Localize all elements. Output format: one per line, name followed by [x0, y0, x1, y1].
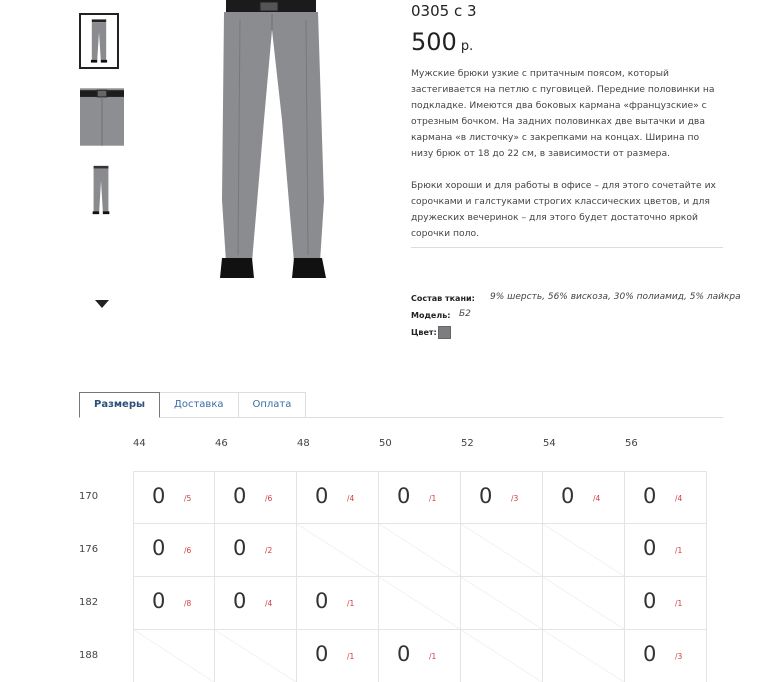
height-row-182: 182	[79, 597, 99, 608]
quantity-value: 0	[643, 536, 657, 560]
quantity-value: 0	[643, 589, 657, 613]
quantity-value: 0	[315, 484, 329, 508]
thumbnail-front[interactable]	[79, 13, 119, 69]
size-cell[interactable]	[625, 577, 707, 630]
stock-count: /1	[347, 599, 355, 608]
stock-count: /3	[511, 494, 519, 503]
size-cell[interactable]	[625, 630, 707, 682]
size-cell[interactable]	[215, 577, 297, 630]
size-cell-unavailable	[543, 630, 625, 682]
size-column-44: 44	[133, 438, 146, 449]
size-column-56: 56	[625, 438, 638, 449]
tabs-underline	[79, 417, 723, 418]
quantity-value: 0	[561, 484, 575, 508]
size-cell-unavailable	[215, 630, 297, 682]
trousers-front-thumb-image	[81, 15, 117, 67]
size-cell-unavailable	[379, 577, 461, 630]
size-cell-unavailable	[133, 630, 215, 682]
quantity-value: 0	[479, 484, 493, 508]
size-cell-unavailable	[297, 524, 379, 577]
stock-count: /4	[347, 494, 355, 503]
quantity-value: 0	[152, 589, 166, 613]
quantity-value: 0	[397, 484, 411, 508]
size-cell[interactable]	[297, 471, 379, 524]
size-column-54: 54	[543, 438, 556, 449]
quantity-value: 0	[152, 536, 166, 560]
thumbnails-scroll-down-arrow-icon[interactable]	[95, 300, 109, 308]
size-cell[interactable]	[461, 471, 543, 524]
size-cell-unavailable	[543, 577, 625, 630]
size-column-46: 46	[215, 438, 228, 449]
main-product-image	[160, 0, 370, 290]
stock-count: /5	[184, 494, 192, 503]
size-cell-unavailable	[379, 524, 461, 577]
quantity-value: 0	[397, 642, 411, 666]
price-currency: р.	[460, 39, 474, 54]
size-cell[interactable]	[543, 471, 625, 524]
description-paragraph: Брюки хороши и для работы в офисе – для этого сочетайте их сорочками и галстуками строгих классических цветов, и для дружеских вечеринок – для этого будет достаточно яркой сорочки поло.	[411, 180, 716, 239]
size-cell-unavailable	[461, 630, 543, 682]
quantity-value: 0	[233, 484, 247, 508]
stock-count: /2	[265, 546, 273, 555]
tabs	[79, 392, 306, 418]
size-cell-unavailable	[543, 524, 625, 577]
tab-delivery[interactable]: Доставка	[160, 392, 238, 418]
stock-count: /3	[675, 652, 683, 661]
size-cell[interactable]	[379, 630, 461, 682]
fabric-value: 9% шерсть, 56% вискоза, 30% полиамид, 5% лайкра	[490, 292, 741, 302]
stock-count: /4	[675, 494, 683, 503]
size-cell[interactable]	[215, 471, 297, 524]
divider	[411, 247, 723, 248]
stock-count: /4	[593, 494, 601, 503]
quantity-value: 0	[315, 642, 329, 666]
size-cell[interactable]	[379, 471, 461, 524]
stock-count: /4	[265, 599, 273, 608]
color-label: Цвет:	[411, 328, 437, 337]
quantity-value: 0	[643, 484, 657, 508]
fabric-label: Состав ткани:	[411, 294, 475, 303]
quantity-value: 0	[152, 484, 166, 508]
thumbnail-detail[interactable]	[79, 87, 125, 147]
color-swatch[interactable]	[438, 326, 451, 339]
height-row-176: 176	[79, 544, 99, 555]
size-cell[interactable]	[625, 524, 707, 577]
model-label: Модель:	[411, 311, 451, 320]
size-cell[interactable]	[625, 471, 707, 524]
stock-count: /1	[675, 599, 683, 608]
stock-count: /1	[675, 546, 683, 555]
stock-count: /1	[429, 652, 437, 661]
tab-payment[interactable]: Оплата	[239, 392, 307, 418]
stock-count: /6	[184, 546, 192, 555]
size-column-50: 50	[379, 438, 392, 449]
size-column-52: 52	[461, 438, 474, 449]
stock-count: /1	[429, 494, 437, 503]
stock-count: /1	[347, 652, 355, 661]
size-cell[interactable]	[297, 577, 379, 630]
product-description	[411, 66, 723, 242]
thumbnail-back[interactable]	[87, 162, 115, 218]
size-cell[interactable]	[133, 524, 215, 577]
size-cell-unavailable	[461, 577, 543, 630]
stock-count: /8	[184, 599, 192, 608]
size-cell[interactable]	[133, 471, 215, 524]
quantity-value: 0	[233, 536, 247, 560]
quantity-value: 0	[643, 642, 657, 666]
model-value: Б2	[459, 309, 471, 319]
trousers-illustration	[160, 0, 370, 290]
height-row-170: 170	[79, 491, 99, 502]
price-amount: 500	[411, 28, 457, 56]
size-column-48: 48	[297, 438, 310, 449]
quantity-value: 0	[315, 589, 329, 613]
quantity-value: 0	[233, 589, 247, 613]
trousers-back-thumb-image	[88, 163, 114, 217]
size-cell[interactable]	[297, 630, 379, 682]
stock-count: /6	[265, 494, 273, 503]
size-cell-unavailable	[461, 524, 543, 577]
height-row-188: 188	[79, 650, 99, 661]
size-availability-grid	[133, 471, 709, 682]
description-paragraph: Мужские брюки узкие с притачным поясом, который застегивается на петлю с пуговицей. Передние половинки на подкладке. Имеются два боковых кармана «французские» с отрезным бочком. На задних половинках две вытачки и два кармана «в листочку» с закрепками на концах. Ширина по низу брюк от 18 до 22 см, в зависимости от размера.	[411, 68, 715, 159]
size-cell[interactable]	[215, 524, 297, 577]
trousers-detail-thumb-image	[80, 88, 124, 146]
tab-sizes[interactable]: Размеры	[79, 392, 160, 418]
price	[411, 28, 473, 56]
size-cell[interactable]	[133, 577, 215, 630]
product-code: 0305 с 3	[411, 2, 477, 20]
